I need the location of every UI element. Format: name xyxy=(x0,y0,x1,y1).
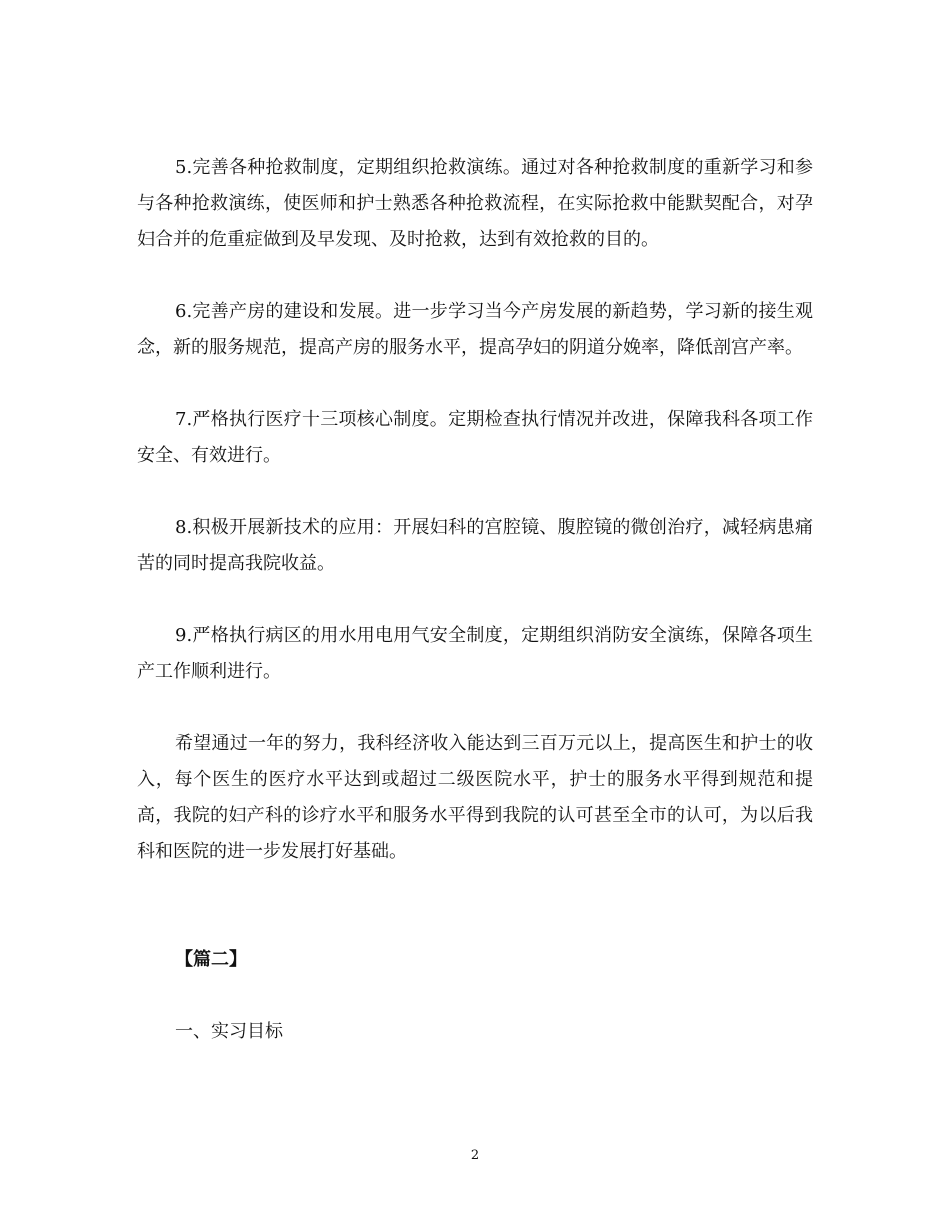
document-body xyxy=(137,150,813,1050)
paragraph-item-8: 8.积极开展新技术的应用：开展妇科的宫腔镜、腹腔镜的微创治疗，减轻病患痛苦的同时提高我院收益。 xyxy=(137,517,813,574)
section-heading: 【篇二】 xyxy=(175,949,247,970)
paragraph-item-9: 9.严格执行病区的用水用电用气安全制度，定期组织消防安全演练，保障各项生产工作顺利进行。 xyxy=(137,625,813,682)
page-number: 2 xyxy=(470,1148,480,1163)
paragraph-item-7: 7.严格执行医疗十三项核心制度。定期检查执行情况并改进，保障我科各项工作安全、有效进行。 xyxy=(137,409,813,466)
subheading-internship-goals: 一、实习目标 xyxy=(175,1021,283,1042)
paragraph-item-5: 5.完善各种抢救制度，定期组织抢救演练。通过对各种抢救制度的重新学习和参与各种抢救演练，使医师和护士熟悉各种抢救流程，在实际抢救中能默契配合，对孕妇合并的危重症做到及早发现、及时抢救，达到有效抢救的目的。 xyxy=(137,157,813,250)
paragraph-item-6: 6.完善产房的建设和发展。进一步学习当今产房发展的新趋势，学习新的接生观念，新的服务规范，提高产房的服务水平，提高孕妇的阴道分娩率，降低剖宫产率。 xyxy=(137,301,813,358)
paragraph-conclusion: 希望通过一年的努力，我科经济收入能达到三百万元以上，提高医生和护士的收入，每个医生的医疗水平达到或超过二级医院水平，护士的服务水平得到规范和提高，我院的妇产科的诊疗水平和服务水平得到我院的认可甚至全市的认可，为以后我科和医院的进一步发展打好基础。 xyxy=(137,733,813,862)
